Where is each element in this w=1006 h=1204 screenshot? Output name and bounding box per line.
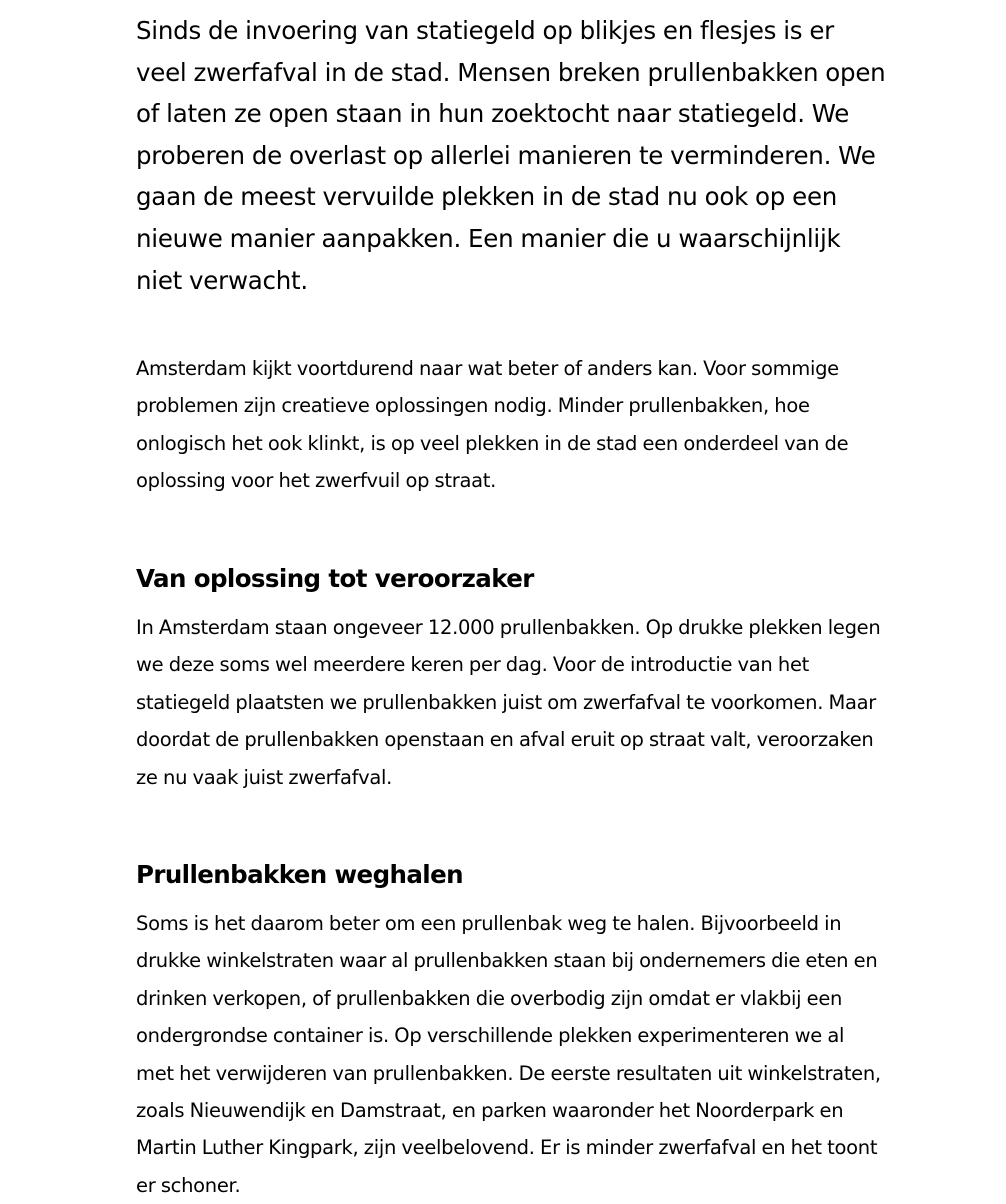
section-paragraph-van-oplossing-tot-veroorzaker: In Amsterdam staan ongeveer 12.000 prullenbakken. Op drukke plekken legen we deze soms wel meerdere keren per dag. Voor de introductie van het statiegeld plaatsten we prullenbakken juist om zwerfafval te voorkomen. Maar doordat de prullenbakken openstaan en afval eruit op straat valt, veroorzaken ze nu vaak juist zwerfafval. [136,616,881,789]
section-heading-prullenbakken-weghalen: Prullenbakken weghalen [136,860,463,889]
section-heading-van-oplossing-tot-veroorzaker: Van oplossing tot veroorzaker [136,564,534,593]
intro-paragraph: Sinds de invoering van statiegeld op blikjes en flesjes is er veel zwerfafval in de stad. Mensen breken prullenbakken open of laten ze open staan in hun zoektocht naar statiegeld. We proberen de overlast op allerlei manieren te verminderen. We gaan de meest vervuilde plekken in de stad nu ook op een nieuwe manier aanpakken. Een manier die u waarschijnlijk niet verwacht. [136,16,886,295]
section-paragraph-prullenbakken-weghalen: Soms is het daarom beter om een prullenbak weg te halen. Bijvoorbeeld in drukke winkelstraten waar al prullenbakken staan bij ondernemers die eten en drinken verkopen, of prullenbakken die overbodig zijn omdat er vlakbij een ondergrondse container is. Op verschillende plekken experimenteren we al met het verwijderen van prullenbakken. De eerste resultaten uit winkelstraten, zoals Nieuwendijk en Damstraat, en parken waaronder het Noorderpark en Martin Luther Kingpark, zijn veelbelovend. Er is minder zwerfafval en het toont er schoner. [136,912,881,1197]
body-paragraph: Amsterdam kijkt voortdurend naar wat beter of anders kan. Voor sommige problemen zijn creatieve oplossingen nodig. Minder prullenbakken, hoe onlogisch het ook klinkt, is op veel plekken in de stad een onderdeel van de oplossing voor het zwerfvuil op straat. [136,357,849,493]
